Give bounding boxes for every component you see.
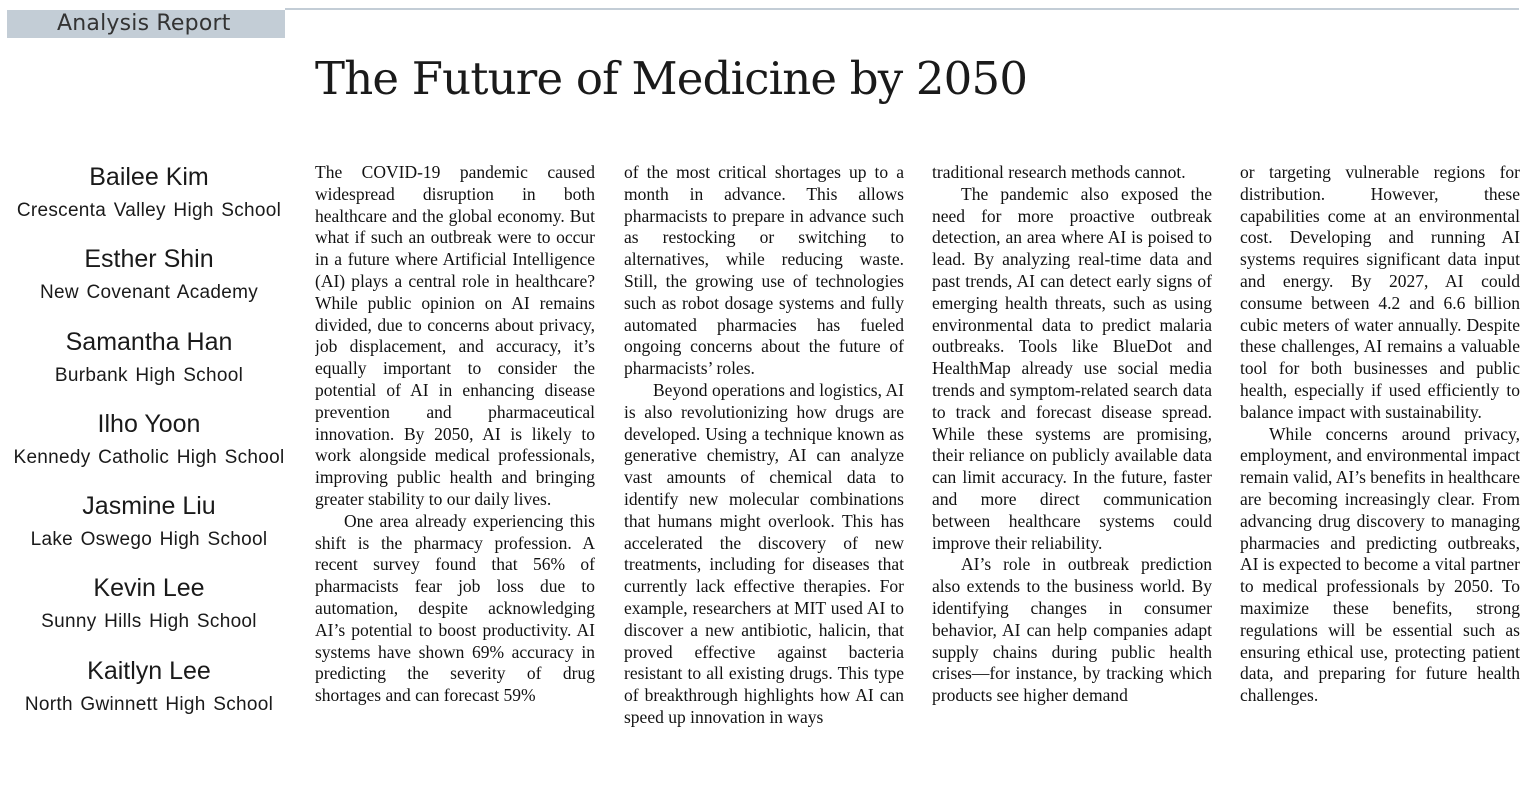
author-name: Bailee Kim bbox=[89, 163, 209, 191]
author-school: Crescenta Valley High School bbox=[16, 200, 282, 221]
section-tab: Analysis Report bbox=[7, 10, 285, 38]
article-paragraph: One area already experiencing this shift is the pharmacy profession. A recent survey found that 56% of pharmacists fear job loss due to automation, despite acknowledging AI’s potential to boost productivity. AI systems have shown 69% accuracy in predicting the severity of drug shortages and can forecast 59% bbox=[315, 510, 595, 706]
header-rule bbox=[285, 8, 1519, 10]
article-paragraph: The COVID-19 pandemic caused widespread disruption in both healthcare and the global economy. But what if such an outbreak were to occur in a future where Artificial Intelligence (AI) plays a central role in healthcare? While public opinion on AI remains divided, due to concerns about privacy, job displacement, and accuracy, it’s equally important to consider the potential of AI in enhancing disease prevention and pharmaceutical innovation. By 2050, AI is likely to work alongside medical professionals, improving public health and bringing greater stability to our daily lives. bbox=[315, 162, 595, 509]
author-entry bbox=[0, 160, 298, 242]
author-name: Samantha Han bbox=[65, 327, 233, 356]
article-paragraph: The pandemic also exposed the need for more proactive outbreak detection, an area where AI is poised to lead. By analyzing real-time data and past trends, AI can detect early signs of emerging health threats, such as using environmental data to predict malaria outbreaks. Tools like BlueDot and HealthMap already use social media trends and symptom-related search data to track and forecast disease spread. While these systems are promising, their reliance on publicly available data can limit accuracy. In the future, faster and more direct communication between healthcare systems could improve their reliability. bbox=[932, 183, 1212, 553]
author-school: New Covenant Academy bbox=[39, 282, 259, 304]
author-school: Burbank High School bbox=[54, 364, 244, 386]
article-column-2 bbox=[624, 162, 904, 802]
author-name: Jasmine Liu bbox=[82, 492, 216, 521]
author-name: Kevin Lee bbox=[93, 574, 205, 603]
article-paragraph: of the most critical shortages up to a month in advance. This allows pharmacists to prepare in advance such as restocking or switching to alternatives, while reducing waste. Still, the growing use of technologies such as robot dosage systems and fully automated pharmacies has fueled ongoing concerns about the future of pharmacists’ roles. bbox=[624, 162, 904, 379]
author-entry bbox=[0, 489, 298, 571]
author-entry bbox=[0, 407, 298, 489]
article-headline: The Future of Medicine by 2050 bbox=[315, 52, 1028, 105]
article-column-4 bbox=[1240, 162, 1520, 802]
article-column-3 bbox=[932, 162, 1212, 802]
article-paragraph: While concerns around privacy, employment, and environmental impact remain valid, AI’s benefits in healthcare are becoming increasingly clear. From advancing drug discovery to managing pharmacies and predicting outbreaks, AI is expected to become a vital partner to medical professionals by 2050. To maximize these benefits, strong regulations will be essential such as ensuring ethical use, protecting patient data, and preparing for future health challenges. bbox=[1240, 423, 1520, 706]
author-school: Sunny Hills High School bbox=[41, 611, 257, 633]
author-school: Kennedy Catholic High School bbox=[13, 446, 285, 468]
author-entry bbox=[0, 654, 298, 736]
article-paragraph: AI’s role in outbreak prediction also extends to the business world. By identifying changes in consumer behavior, AI can help companies adapt supply chains during public health crises—for instance, by tracking which products see higher demand bbox=[932, 554, 1212, 706]
article-paragraph: traditional research methods cannot. bbox=[932, 162, 1186, 182]
author-name: Esther Shin bbox=[84, 245, 214, 274]
author-entry bbox=[0, 571, 298, 653]
author-entry bbox=[0, 325, 298, 407]
article-paragraph: or targeting vulnerable regions for distribution. However, these capabilities come at an environmental cost. Developing and running AI systems requires significant data input and energy. By 2027, AI could consume between 4.2 and 6.6 billion cubic meters of water annually. Despite these challenges, AI remains a valuable tool for both businesses and public health, especially if used efficiently to balance impact with sustainability. bbox=[1240, 162, 1520, 422]
author-school: Lake Oswego High School bbox=[30, 529, 268, 551]
article-paragraph: Beyond operations and logistics, AI is also revolutionizing how drugs are developed. Using a technique known as generative chemistry, AI can analyze vast amounts of chemical data to identify new molecular combinations that humans might overlook. This has accelerated the discovery of new treatments, including for diseases that currently lack effective therapies. For example, researchers at MIT used AI to discover a new antibiotic, halicin, that proved effective against bacteria resistant to all existing drugs. This type of breakthrough highlights how AI can speed up innovation in ways bbox=[624, 379, 904, 727]
article-column-1 bbox=[315, 162, 595, 802]
author-name: Ilho Yoon bbox=[97, 409, 201, 438]
author-name: Kaitlyn Lee bbox=[87, 656, 211, 685]
author-entry bbox=[0, 242, 298, 324]
author-list bbox=[0, 160, 298, 736]
author-school: North Gwinnett High School bbox=[24, 693, 274, 715]
